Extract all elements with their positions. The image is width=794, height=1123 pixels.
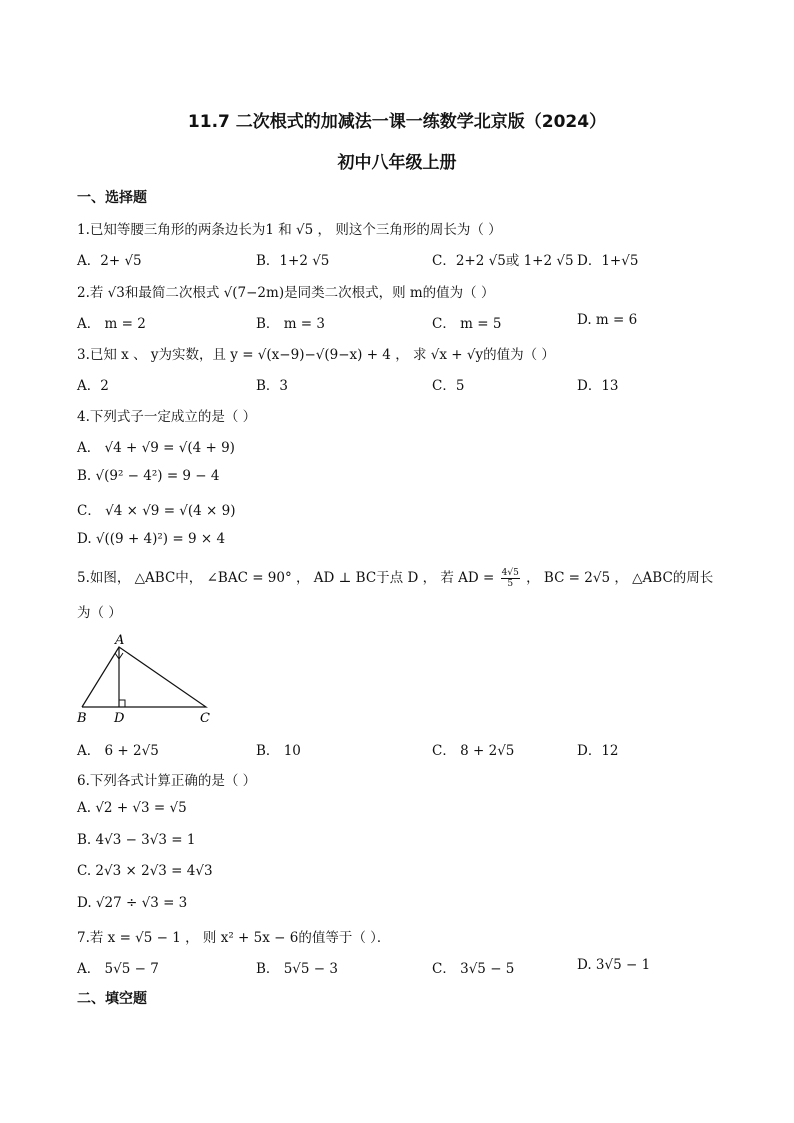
question-5-option-b: B． 10 (256, 743, 301, 759)
question-2-option-a: A． m = 2 (77, 316, 146, 332)
fraction-numerator: 4√5 (501, 568, 519, 578)
fraction-denominator: 5 (507, 579, 514, 589)
question-1-option-a: A．2+ √5 (77, 253, 142, 269)
vertex-label-a: A (115, 633, 125, 648)
question-5-option-d: D．12 (577, 743, 619, 759)
question-3-option-b: B．3 (256, 378, 289, 394)
question-5-stem-part-a: 5.如图， △ABC中， ∠BAC = 90° ， AD ⊥ BC于点 D ， 若 AD = (77, 570, 499, 586)
question-1-option-b: B．1+2 √5 (256, 253, 330, 269)
question-6-stem: 6.下列各式计算正确的是（ ） (77, 773, 257, 789)
question-5-option-a: A． 6 + 2√5 (77, 743, 159, 759)
question-4-option-a: A． √4 + √9 = √(4 + 9) (77, 440, 235, 456)
question-4-option-c: C． √4 × √9 = √(4 × 9) (77, 503, 236, 519)
question-7-option-b: B． 5√5 − 3 (256, 961, 338, 977)
question-1-stem: 1.已知等腰三角形的两条边长为1 和 √5 ， 则这个三角形的周长为（ ） (77, 222, 502, 238)
question-3-option-c: C．5 (432, 378, 465, 394)
document-title: 11.7 二次根式的加减法一课一练数学北京版（2024） (187, 112, 607, 132)
section-heading-choice: 一、选择题 (77, 190, 147, 206)
question-1-option-d: D．1+√5 (577, 253, 639, 269)
question-3-option-d: D．13 (577, 378, 619, 394)
vertex-label-d: D (114, 711, 125, 726)
question-7-option-a: A． 5√5 − 7 (77, 961, 159, 977)
vertex-label-c: C (200, 711, 210, 726)
question-5-option-c: C． 8 + 2√5 (432, 743, 515, 759)
document-subtitle: 初中八年级上册 (337, 153, 457, 173)
question-6-option-b: B. 4√3 − 3√3 = 1 (77, 832, 196, 848)
question-5-stem-continued: 为（ ） (77, 605, 122, 621)
question-3-option-a: A．2 (77, 378, 109, 394)
fraction-ad (501, 568, 520, 589)
question-4-option-b: B. √(9² − 4²) = 9 − 4 (77, 468, 220, 484)
question-6-option-c: C. 2√3 × 2√3 = 4√3 (77, 863, 213, 879)
question-7-option-d: D. 3√5 − 1 (577, 957, 651, 973)
triangle-figure (74, 630, 224, 730)
question-2-option-d: D. m = 6 (577, 312, 638, 328)
question-6-option-d: D. √27 ÷ √3 = 3 (77, 895, 188, 911)
question-5-stem-part-b: ， BC = 2√5 ， △ABC的周长 (521, 570, 714, 586)
question-7-stem: 7.若 x = √5 − 1 ， 则 x² + 5x − 6的值等于（ ）． (77, 930, 391, 946)
question-2-option-b: B． m = 3 (256, 316, 325, 332)
question-4-option-d: D. √((9 + 4)²) = 9 × 4 (77, 531, 226, 547)
question-5-stem (77, 566, 713, 589)
question-3-stem: 3.已知 x 、 y为实数，且 y = √(x−9)−√(9−x) + 4 ， 求 √x + √y的值为（ ） (77, 347, 555, 363)
vertex-label-b: B (77, 711, 87, 726)
triangle-abc (82, 647, 206, 707)
section-heading-fill: 二、填空题 (77, 991, 147, 1007)
question-7-option-c: C． 3√5 − 5 (432, 961, 515, 977)
question-2-option-c: C． m = 5 (432, 316, 502, 332)
question-6-option-a: A. √2 + √3 = √5 (77, 800, 187, 816)
question-4-stem: 4.下列式子一定成立的是（ ） (77, 409, 257, 425)
question-1-option-c: C．2+2 √5或 1+2 √5 (432, 253, 574, 269)
question-2-stem: 2.若 √3和最简二次根式 √(7−2m)是同类二次根式，则 m的值为（ ） (77, 285, 495, 301)
right-angle-mark-d (119, 700, 125, 707)
